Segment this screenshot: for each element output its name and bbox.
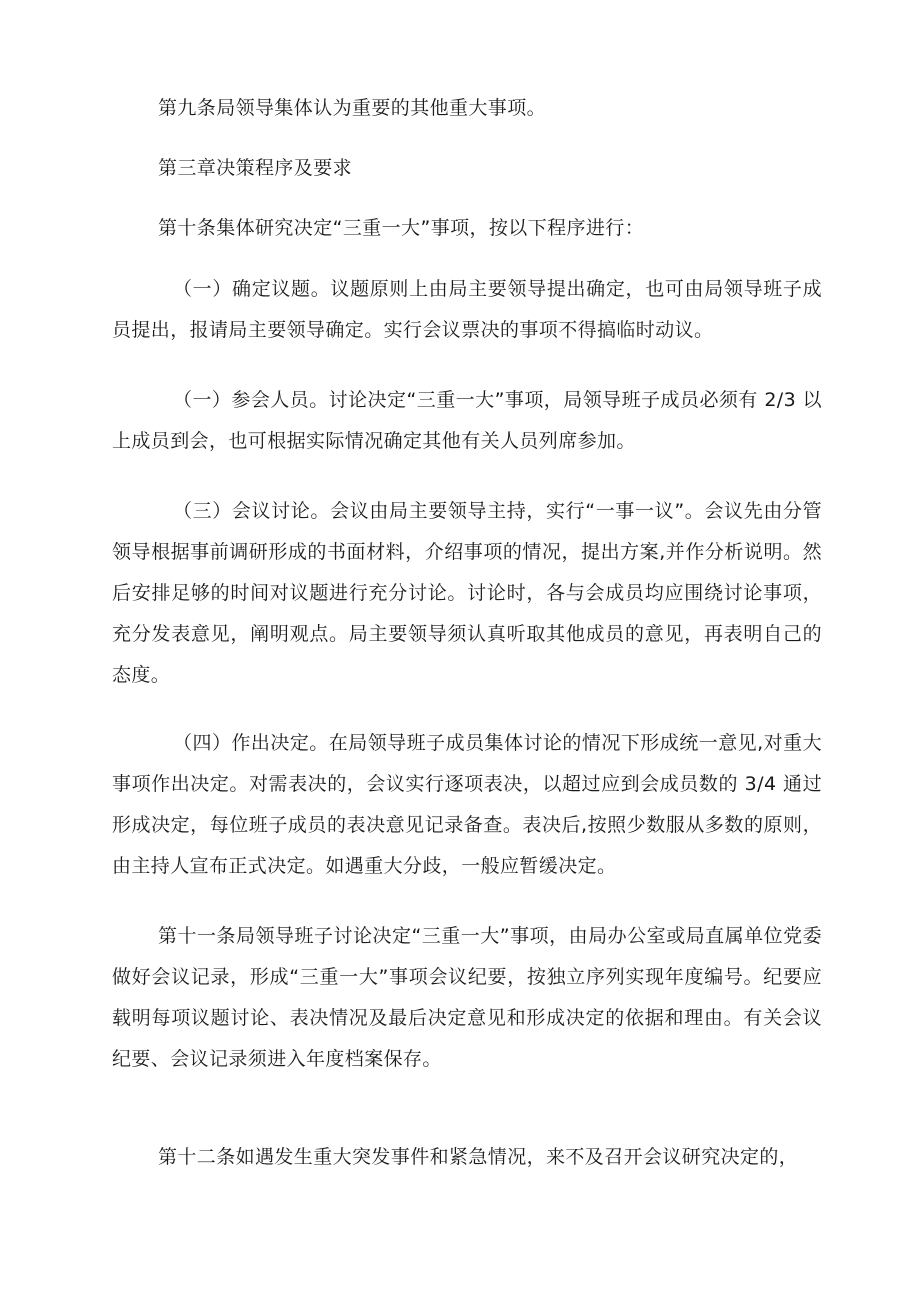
chapter-3-heading: 第三章决策程序及要求	[158, 157, 353, 179]
paragraph-article-12: 第十二条如遇发生重大突发事件和紧急情况，来不及召开会议研究决定的，	[158, 1146, 799, 1168]
paragraph-item-attendees: （一）参会人员。讨论决定“三重一大”事项，局领导班子成员必须有 2/3 以上成员到会，也可根据实际情况确定其他有关人员列席参加。	[112, 389, 822, 452]
paragraph-article-10: 第十条集体研究决定“三重一大”事项，按以下程序进行：	[158, 217, 645, 239]
paragraph-item-decision: （四）作出决定。在局领导班子成员集体讨论的情况下形成统一意见,对重大事项作出决定。对需表决的，会议实行逐项表决，以超过应到会成员数的 3/4 通过形成决定，每位班子成员的表决意见记录备查。表决后,按照少数服从多数的原则，由主持人宣布正式决定。如遇重大分歧，一般应暂缓决定。	[112, 732, 822, 877]
paragraph-article-9: 第九条局领导集体认为重要的其他重大事项。	[158, 97, 547, 119]
paragraph-item-discussion: （三）会议讨论。会议由局主要领导主持，实行“一事一议”。会议先由分管领导根据事前调研形成的书面材料，介绍事项的情况，提出方案,并作分析说明。然后安排足够的时间对议题进行充分讨论。讨论时，各与会成员均应围绕讨论事项，充分发表意见，阐明观点。局主要领导须认真听取其他成员的意见，再表明自己的态度。	[112, 500, 822, 686]
paragraph-article-11: 第十一条局领导班子讨论决定“三重一大”事项，由局办公室或局直属单位党委做好会议记录，形成“三重一大”事项会议纪要，按独立序列实现年度编号。纪要应载明每项议题讨论、表决情况及最后决定意见和形成决定的依据和理由。有关会议纪要、会议记录须进入年度档案保存。	[112, 925, 822, 1070]
paragraph-item-determine-topic: （一）确定议题。议题原则上由局主要领导提出确定，也可由局领导班子成员提出，报请局主要领导确定。实行会议票决的事项不得搞临时动议。	[112, 278, 822, 341]
